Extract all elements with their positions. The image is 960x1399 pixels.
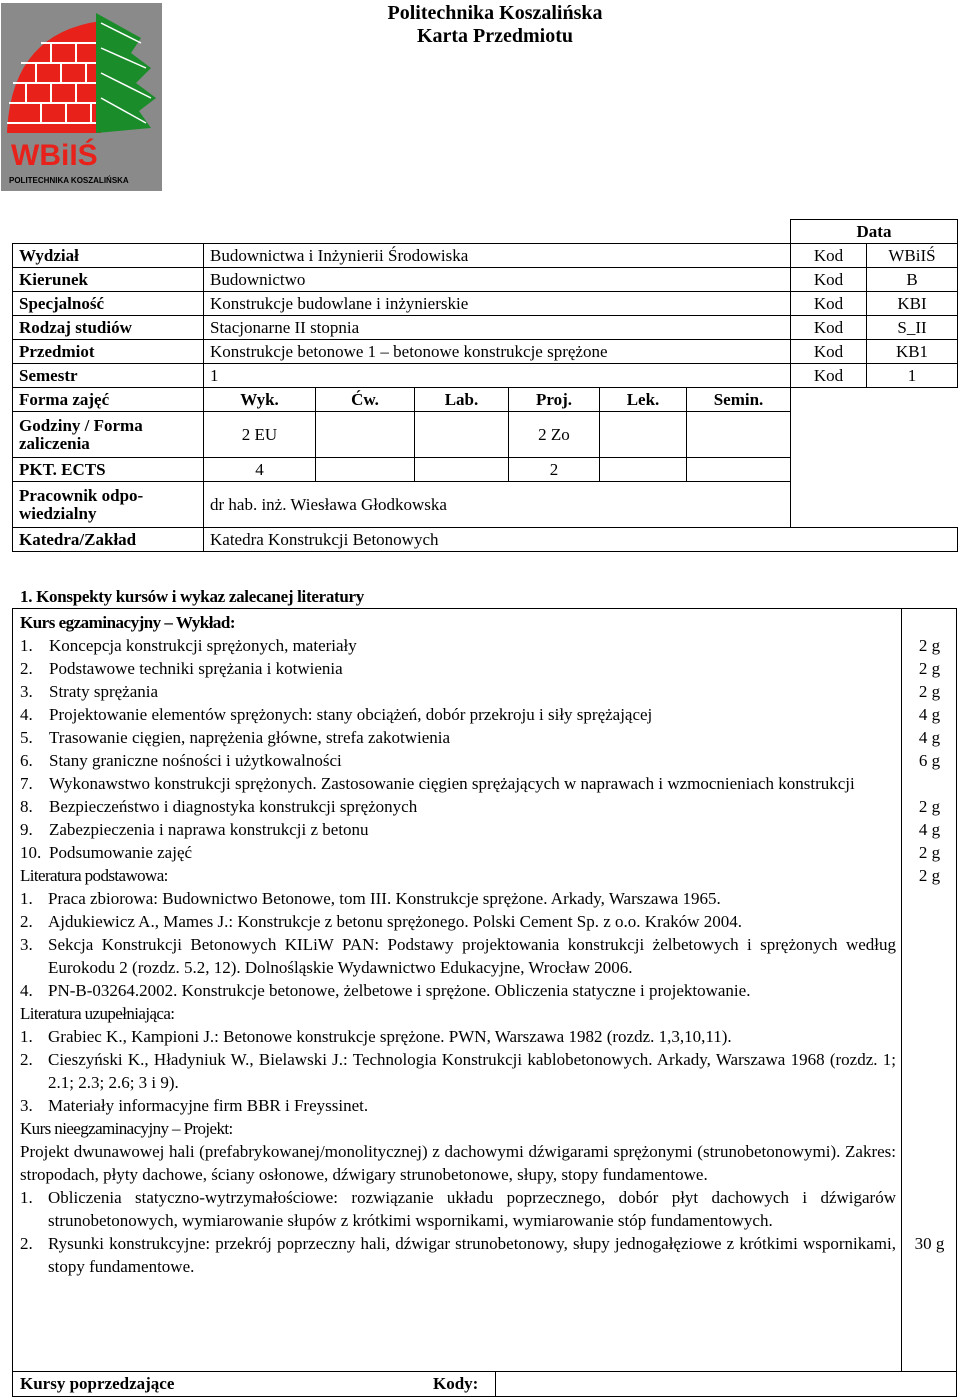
lit-basic-heading: Literatura podstawowa: bbox=[20, 866, 168, 885]
info-row-przedmiot: Przedmiot Konstrukcje betonowe 1 – betonowe konstrukcje sprężone Kod KB1 bbox=[13, 340, 958, 364]
list-item-text: Wykonawstwo konstrukcji sprężonych. Zastosowanie cięgien sprężających w naprawach i wzmocnieniach konstrukcji bbox=[49, 774, 855, 793]
list-item-number: 2. bbox=[20, 1050, 33, 1069]
list-item-number: 3. bbox=[20, 935, 33, 954]
topic-hours: 2 g bbox=[918, 636, 941, 655]
list-item-text: Trasowanie cięgien, naprężenia główne, strefa zakotwienia bbox=[49, 728, 451, 747]
list-item-text: Ajdukiewicz A., Mames J.: Konstrukcje z betonu sprężonego. Polski Cement Sp. z o.o. Kraków 2004. bbox=[48, 912, 743, 931]
university-logo bbox=[1, 3, 162, 191]
list-item-number: 9. bbox=[20, 820, 33, 839]
topic-hours: 2 g bbox=[918, 659, 941, 678]
list-item-number: 8. bbox=[20, 797, 33, 816]
list-item-number: 10. bbox=[20, 843, 42, 862]
course1-topics bbox=[20, 634, 896, 864]
page-header bbox=[300, 2, 690, 48]
course2-items bbox=[20, 1186, 896, 1278]
list-item bbox=[20, 657, 896, 680]
info-row-ects: PKT. ECTS 4 2 bbox=[13, 458, 958, 482]
logo-letters: WBiIŚ bbox=[11, 139, 98, 172]
topic-hours: 2 g bbox=[918, 866, 941, 885]
list-item-number: 1. bbox=[20, 889, 33, 908]
section-title: 1. Konspekty kursów i wykaz zalecanej literatury bbox=[20, 587, 364, 606]
list-item bbox=[20, 933, 896, 979]
list-item-number: 2. bbox=[20, 659, 33, 678]
list-item-number: 2. bbox=[20, 912, 33, 931]
list-item-number: 1. bbox=[20, 1027, 33, 1046]
footer-row bbox=[12, 1372, 957, 1397]
lit-extra-list bbox=[20, 1025, 896, 1117]
course2-intro: Projekt dwunawowej hali (prefabrykowanej/monolitycznej) z dachowymi dźwigarami sprężonymi (strunobetonowymi). Zakres: stropodach, płyty dachowe, ściany osłonowe, dźwigary strunobetonowe, słupy, stopy fundamentowe. bbox=[20, 1142, 896, 1184]
topic-hours: 4 g bbox=[918, 728, 941, 747]
list-item bbox=[20, 841, 896, 864]
list-item bbox=[20, 1232, 896, 1278]
info-row-pracownik: Pracownik odpo- wiedzialny dr hab. inż. Wiesława Głodkowska bbox=[13, 482, 958, 528]
info-row-kierunek: Kierunek Budownictwo Kod B bbox=[13, 268, 958, 292]
topic-hours: 2 g bbox=[918, 843, 941, 862]
list-item-text: Podsumowanie zajęć bbox=[49, 843, 193, 862]
list-item-text: Praca zbiorowa: Budownictwo Betonowe, tom III. Konstrukcje sprężone. Arkady, Warszawa 1965. bbox=[48, 889, 721, 908]
prev-courses-label: Kursy poprzedzające bbox=[20, 1374, 175, 1393]
info-row-semestr: Semestr 1 Kod 1 bbox=[13, 364, 958, 388]
list-item-text: PN-B-03264.2002. Konstrukcje betonowe, żelbetowe i sprężone. Obliczenia statyczne i projektowanie. bbox=[48, 981, 751, 1000]
list-item bbox=[20, 1186, 896, 1232]
list-item bbox=[20, 887, 896, 910]
list-item bbox=[20, 634, 896, 657]
list-item-number: 1. bbox=[20, 636, 33, 655]
topic-hours: 4 g bbox=[918, 705, 941, 724]
course1-heading: Kurs egzaminacyjny – Wykład: bbox=[20, 613, 236, 632]
info-row-wydzial: Wydział Budownictwa i Inżynierii Środowiska Kod WBiIŚ bbox=[13, 244, 958, 268]
list-item bbox=[20, 703, 896, 726]
list-item-number: 2. bbox=[20, 1234, 33, 1253]
data-label: Data bbox=[791, 220, 958, 244]
logo-caption: POLITECHNIKA KOSZALIŃSKA bbox=[9, 176, 129, 185]
info-row-data bbox=[13, 220, 958, 244]
info-row-forma: Forma zajęć Wyk. Ćw. Lab. Proj. Lek. Semin. bbox=[13, 388, 958, 412]
course-info-table bbox=[12, 219, 958, 552]
topic-hours: 2 g bbox=[918, 797, 941, 816]
footer-divider bbox=[495, 1372, 496, 1396]
list-item bbox=[20, 1025, 896, 1048]
list-item-number: 4. bbox=[20, 705, 33, 724]
list-item bbox=[20, 726, 896, 749]
list-item bbox=[20, 1048, 896, 1094]
list-item bbox=[20, 772, 896, 795]
course-content-box bbox=[12, 608, 957, 1372]
list-item-text: Bezpieczeństwo i diagnostyka konstrukcji sprężonych bbox=[49, 797, 418, 816]
list-item bbox=[20, 979, 896, 1002]
pracownik-label: Pracownik odpo- wiedzialny bbox=[13, 482, 204, 528]
info-row-katedra: Katedra/Zakład Katedra Konstrukcji Betonowych bbox=[13, 528, 958, 552]
list-item-number: 3. bbox=[20, 682, 33, 701]
topic-hours: 2 g bbox=[918, 682, 941, 701]
list-item bbox=[20, 910, 896, 933]
header-university: Politechnika Koszalińska bbox=[387, 2, 603, 24]
list-item-text: Sekcja Konstrukcji Betonowych KILiW PAN: Podstawy projektowania konstrukcji żelbetowych i sprężonych według Eurokodu 2 (rozdz. 5.2, 12). Dolnośląskie Wydawnictwo Edukacyjne, Wrocław 2006. bbox=[48, 935, 896, 977]
list-item bbox=[20, 749, 896, 772]
list-item-number: 4. bbox=[20, 981, 33, 1000]
topic-hours: 4 g bbox=[918, 820, 941, 839]
list-item-text: Materiały informacyjne firm BBR i Freyssinet. bbox=[48, 1096, 369, 1115]
list-item bbox=[20, 818, 896, 841]
lit-extra-heading: Literatura uzupełniająca: bbox=[20, 1004, 175, 1023]
info-row-rodzaj: Rodzaj studiów Stacjonarne II stopnia Kod S_II bbox=[13, 316, 958, 340]
course2-heading: Kurs nieegzaminacyjny – Projekt: bbox=[20, 1119, 233, 1138]
header-title: Karta Przedmiotu bbox=[416, 25, 574, 47]
list-item bbox=[20, 795, 896, 818]
info-row-specjalnosc: Specjalność Konstrukcje budowlane i inżynierskie Kod KBI bbox=[13, 292, 958, 316]
list-item bbox=[20, 1094, 896, 1117]
project-hours: 30 g bbox=[914, 1234, 945, 1253]
list-item-text: Cieszyński K., Hładyniuk W., Bielawski J.: Technologia Konstrukcji kablobetonowych. Arkady, Warszawa 1968 (rozdz. 1; 2.1; 2.3; 2.6; 3 i 9). bbox=[48, 1050, 896, 1092]
course-content-text bbox=[20, 611, 896, 1278]
list-item-number: 3. bbox=[20, 1096, 33, 1115]
list-item-text: Zabezpieczenia i naprawa konstrukcji z betonu bbox=[49, 820, 369, 839]
list-item bbox=[20, 680, 896, 703]
list-item-number: 7. bbox=[20, 774, 33, 793]
list-item-text: Koncepcja konstrukcji sprężonych, materiały bbox=[49, 636, 357, 655]
logo-graphic bbox=[1, 3, 162, 191]
list-item-text: Rysunki konstrukcyjne: przekrój poprzeczny hali, dźwigar strunobetonowy, słupy jednogałęziowe z krótkimi wspornikami, stopy fundamentowe. bbox=[48, 1234, 896, 1276]
lit-basic-list bbox=[20, 887, 896, 1002]
list-item-text: Straty sprężania bbox=[49, 682, 159, 701]
list-item-number: 1. bbox=[20, 1188, 33, 1207]
list-item-number: 6. bbox=[20, 751, 33, 770]
codes-label: Kody: bbox=[433, 1374, 479, 1393]
list-item-text: Obliczenia statyczno-wytrzymałościowe: rozwiązanie układu poprzecznego, dobór płyt dachowych i dźwigarów strunobetonowych, wymiarowanie słupów z krótkimi wspornikami, wymiarowanie stóp fundamentowych. bbox=[48, 1188, 896, 1230]
info-row-godziny: Godziny / Forma zaliczenia 2 EU 2 Zo bbox=[13, 412, 958, 458]
list-item-text: Stany graniczne nośności i użytkowalności bbox=[49, 751, 342, 770]
list-item-text: Podstawowe techniki sprężania i kotwienia bbox=[49, 659, 343, 678]
list-item-text: Projektowanie elementów sprężonych: stany obciążeń, dobór przekroju i siły sprężającej bbox=[49, 705, 653, 724]
topic-hours: 6 g bbox=[918, 751, 941, 770]
list-item-text: Grabiec K., Kampioni J.: Betonowe konstrukcje sprężone. PWN, Warszawa 1982 (rozdz. 1,3,10,11). bbox=[48, 1027, 732, 1046]
list-item-number: 5. bbox=[20, 728, 33, 747]
